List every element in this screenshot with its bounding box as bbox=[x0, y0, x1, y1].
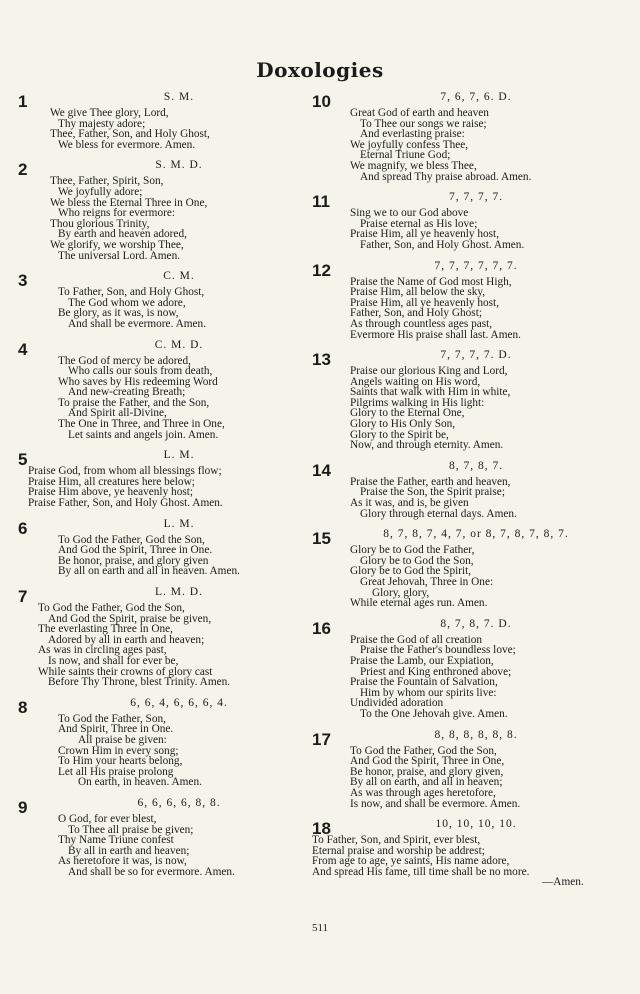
verse-line: We magnify, we bless Thee, bbox=[350, 159, 477, 172]
verse-line: Glory be to God the Father, bbox=[350, 544, 475, 557]
verse-line: Thy Name Triune confest bbox=[58, 834, 174, 847]
verse-line: As heretofore it was, is now, bbox=[58, 855, 187, 868]
doxology-number: 13 bbox=[312, 350, 331, 370]
verse-line: Praise Him, all ye heavenly host, bbox=[350, 228, 500, 241]
verse-line: Who calls our souls from death, bbox=[68, 365, 213, 378]
doxology-number: 3 bbox=[18, 271, 28, 291]
verse-line: Praise Father, Son, and Holy Ghost. Amen. bbox=[28, 497, 223, 510]
verse-line: Praise the Father, earth and heaven, bbox=[350, 475, 511, 488]
verse-text bbox=[18, 603, 300, 688]
verse-line: And shall be so for evermore. Amen. bbox=[68, 865, 235, 878]
verse-line: Praise the Son, the Spirit praise; bbox=[360, 486, 505, 499]
verse-line: Saints that walk with Him in white, bbox=[350, 386, 511, 399]
meter-label: 8, 7, 8, 7, 4, 7, or 8, 7, 8, 7, 8, 7. bbox=[383, 528, 569, 541]
doxology-number: 5 bbox=[18, 450, 28, 470]
meter-label: C. M. bbox=[163, 270, 195, 283]
verse-text bbox=[312, 277, 600, 341]
verse-line: Now, and through eternity. Amen. bbox=[350, 439, 504, 452]
verse-line: Glory be to God the Spirit, bbox=[350, 565, 472, 578]
verse-line: On earth, in heaven. Amen. bbox=[78, 776, 202, 789]
verse-line: While eternal ages run. Amen. bbox=[350, 597, 488, 610]
meter-label: 10, 10, 10, 10. bbox=[435, 818, 517, 831]
verse-text bbox=[312, 746, 600, 810]
doxology-entry bbox=[18, 269, 300, 329]
verse-line: To Father, Son, and Spirit, ever blest, bbox=[312, 834, 481, 847]
doxology-entry bbox=[18, 158, 300, 261]
verse-line: And new-creating Breath; bbox=[68, 386, 186, 399]
verse-line: The One in Three, and Three in One, bbox=[58, 418, 225, 431]
verse-line: And God the Spirit, Three in One. bbox=[58, 544, 213, 557]
verse-line: We bless for evermore. Amen. bbox=[58, 138, 196, 151]
doxology-number: 16 bbox=[312, 618, 331, 638]
verse-text bbox=[18, 287, 300, 329]
verse-text bbox=[18, 814, 300, 878]
doxology-number: 15 bbox=[312, 529, 331, 549]
doxology-entry bbox=[312, 728, 600, 810]
doxology-number: 9 bbox=[18, 797, 28, 817]
verse-line: And everlasting praise: bbox=[360, 128, 465, 141]
doxology-number: 14 bbox=[312, 460, 331, 480]
verse-line: The everlasting Three in One, bbox=[38, 623, 173, 636]
verse-line: Praise the Fountain of Salvation, bbox=[350, 676, 498, 689]
verse-line: As through countless ages past, bbox=[350, 317, 493, 330]
verse-line: Praise the Lamb, our Expiation, bbox=[350, 654, 494, 667]
meter-label: S. M. D. bbox=[155, 159, 203, 172]
verse-line: Let all His praise prolong bbox=[58, 765, 174, 778]
doxology-number: 12 bbox=[312, 260, 331, 280]
verse-line: Crown Him in every song; bbox=[58, 744, 179, 757]
verse-line: We joyfully confess Thee, bbox=[350, 138, 469, 151]
verse-text bbox=[18, 356, 300, 441]
verse-line: Praise the Name of God most High, bbox=[350, 275, 512, 288]
page-number: 511 bbox=[311, 922, 329, 934]
verse-text bbox=[18, 714, 300, 788]
verse-line: Be honor, praise, and glory given bbox=[58, 554, 209, 567]
doxology-number: 7 bbox=[18, 587, 28, 606]
doxology-entry bbox=[312, 259, 600, 341]
verse-line: Great God of earth and heaven bbox=[350, 107, 489, 119]
doxology-entry bbox=[312, 348, 600, 451]
doxology-number: 8 bbox=[18, 697, 28, 717]
meter-label: 6, 6, 6, 6, 8, 8. bbox=[137, 796, 221, 809]
meter-label: 8, 7, 8, 7. bbox=[448, 459, 504, 472]
verse-line: To Thee all praise be given; bbox=[68, 823, 194, 836]
verse-line: Father, Son, and Holy Ghost. Amen. bbox=[360, 238, 525, 251]
meter-label: 7, 6, 7, 6. D. bbox=[440, 91, 512, 103]
verse-line: Eternal praise and worship be addrest; bbox=[312, 844, 485, 857]
verse-line: Glory, glory, bbox=[372, 586, 430, 599]
verse-line: Evermore His praise shall last. Amen. bbox=[350, 328, 521, 341]
verse-line: By earth and heaven adored, bbox=[58, 228, 187, 241]
verse-line: Praise Him, all ye heavenly host, bbox=[350, 296, 500, 309]
verse-line: We glorify, we worship Thee, bbox=[50, 238, 184, 251]
verse-line: Let saints and angels join. Amen. bbox=[68, 428, 219, 441]
verse-line: Who saves by His redeeming Word bbox=[58, 375, 218, 388]
verse-text bbox=[312, 366, 600, 451]
doxology-entry bbox=[312, 459, 600, 519]
doxology-entry bbox=[18, 696, 300, 788]
verse-line: To God the Father, God the Son, bbox=[38, 602, 185, 614]
verse-line: And spread His fame, till time shall be no more. bbox=[312, 865, 530, 878]
verse-line: And Spirit all-Divine, bbox=[68, 407, 167, 420]
left-column bbox=[18, 88, 300, 885]
verse-line: As was in circling ages past, bbox=[38, 644, 167, 657]
verse-text bbox=[312, 635, 600, 720]
doxology-number: 4 bbox=[18, 339, 28, 359]
verse-line: To the One Jehovah give. Amen. bbox=[360, 707, 508, 720]
verse-line: We joyfully adore; bbox=[58, 185, 143, 198]
meter-label: L. M. D. bbox=[155, 586, 203, 598]
verse-text bbox=[312, 477, 600, 519]
verse-line: We bless the Eternal Three in One, bbox=[50, 196, 208, 209]
meter-label: 6, 6, 4, 6, 6, 6, 4. bbox=[130, 696, 228, 709]
verse-line: To God the Father, God the Son, bbox=[58, 533, 205, 546]
verse-line: And Spirit, Three in One. bbox=[58, 723, 174, 736]
verse-line: As was through ages heretofore, bbox=[350, 786, 496, 799]
meter-label: 7, 7, 7, 7, 7, 7. bbox=[434, 259, 518, 272]
verse-line: Eternal Triune God; bbox=[360, 149, 451, 162]
verse-line: Sing we to our God above bbox=[350, 207, 469, 220]
page-title: Doxologies bbox=[256, 58, 384, 82]
doxology-number: 11 bbox=[312, 192, 330, 212]
verse-text bbox=[312, 108, 600, 182]
doxology-number: 18 bbox=[312, 819, 331, 839]
verse-line: And God the Spirit, praise be given, bbox=[48, 612, 212, 625]
verse-line: O God, for ever blest, bbox=[58, 812, 157, 825]
doxology-number: 10 bbox=[312, 92, 331, 111]
verse-line: To God the Father, God the Son, bbox=[350, 744, 497, 757]
verse-line: While saints their crowns of glory cast bbox=[38, 665, 213, 678]
verse-line: To Thee our songs we raise; bbox=[360, 117, 487, 130]
doxology-entry bbox=[312, 90, 600, 182]
verse-line: Glory to His Only Son, bbox=[350, 418, 456, 431]
meter-label: L. M. bbox=[163, 517, 195, 530]
meter-label: 8, 7, 8, 7. D. bbox=[440, 617, 512, 630]
doxology-entry bbox=[312, 817, 600, 888]
meter-label: 7, 7, 7, 7. bbox=[448, 191, 504, 204]
verse-text bbox=[312, 545, 600, 609]
doxology-entry bbox=[18, 448, 300, 508]
meter-label: C. M. D. bbox=[154, 338, 204, 351]
verse-text bbox=[18, 535, 300, 577]
verse-line: To praise the Father, and the Son, bbox=[58, 396, 210, 409]
verse-line: To Father, Son, and Holy Ghost, bbox=[58, 286, 205, 299]
verse-line: Thee, Father, Spirit, Son, bbox=[50, 175, 164, 188]
verse-line: The God whom we adore, bbox=[68, 296, 186, 309]
verse-line: We give Thee glory, Lord, bbox=[50, 107, 169, 119]
meter-label: S. M. bbox=[163, 91, 195, 103]
doxology-number: 17 bbox=[312, 729, 331, 749]
verse-line: Thee, Father, Son, and Holy Ghost, bbox=[50, 128, 210, 141]
doxology-entry bbox=[18, 338, 300, 441]
verse-line: Pilgrims walking in His light: bbox=[350, 396, 485, 409]
verse-line: Undivided adoration bbox=[350, 697, 444, 710]
verse-line: Thy majesty adore; bbox=[58, 117, 146, 130]
verse-line: Great Jehovah, Three in One: bbox=[360, 576, 494, 588]
verse-line: Angels waiting on His word, bbox=[350, 375, 481, 388]
verse-text bbox=[18, 466, 300, 508]
verse-line: Him by whom our spirits live: bbox=[360, 686, 497, 699]
verse-line: The God of mercy be adored, bbox=[58, 354, 191, 367]
meter-label: 7, 7, 7, 7. D. bbox=[440, 349, 512, 362]
verse-line: By all in earth and heaven; bbox=[68, 844, 190, 857]
meter-label: L. M. bbox=[163, 449, 195, 462]
verse-line: From age to age, ye saints, His name adore, bbox=[312, 855, 510, 868]
verse-line: Praise God, from whom all blessings flow; bbox=[28, 465, 222, 478]
verse-line: Praise the Father's boundless love; bbox=[360, 644, 516, 657]
doxology-number: 1 bbox=[18, 92, 28, 111]
verse-line: Be honor, praise, and glory given, bbox=[350, 765, 504, 778]
verse-line: And shall be evermore. Amen. bbox=[68, 317, 207, 330]
verse-line: Praise Him, all below the sky, bbox=[350, 286, 486, 299]
verse-line: By all on earth and all in heaven. Amen. bbox=[58, 565, 240, 578]
verse-line: Who reigns for evermore: bbox=[58, 207, 176, 220]
verse-text bbox=[18, 176, 300, 261]
verse-line: Priest and King enthroned above; bbox=[360, 665, 512, 678]
verse-line: And spread Thy praise abroad. Amen. bbox=[360, 170, 532, 183]
verse-line: Glory to the Spirit be, bbox=[350, 428, 449, 441]
verse-line: To Him your hearts belong, bbox=[58, 755, 183, 768]
verse-line: Praise our glorious King and Lord, bbox=[350, 365, 508, 378]
verse-line: Before Thy Throne, blest Trinity. Amen. bbox=[48, 676, 231, 689]
verse-line: Father, Son, and Holy Ghost; bbox=[350, 307, 482, 320]
verse-line: Praise eternal as His love; bbox=[360, 217, 478, 230]
doxology-number: 6 bbox=[18, 518, 28, 538]
verse-line: Glory through eternal days. Amen. bbox=[360, 507, 517, 520]
verse-line: Is now, and shall for ever be, bbox=[48, 654, 179, 667]
doxology-entry bbox=[18, 90, 300, 150]
verse-line: Adored by all in earth and heaven; bbox=[48, 633, 205, 646]
verse-line: By all on earth, and all in heaven; bbox=[350, 776, 503, 789]
verse-text bbox=[312, 208, 600, 250]
verse-line: To God the Father, Son, bbox=[58, 712, 166, 725]
verse-line: As it was, and is, be given bbox=[350, 497, 469, 510]
verse-line: Praise Him, all creatures here below; bbox=[28, 475, 195, 488]
doxology-entry bbox=[312, 617, 600, 720]
doxology-entry bbox=[312, 527, 600, 609]
verse-line: And God the Spirit, Three in One, bbox=[350, 755, 505, 768]
doxology-entry bbox=[312, 190, 600, 250]
verse-text bbox=[18, 108, 300, 150]
meter-label: 8, 8, 8, 8, 8, 8. bbox=[434, 728, 518, 741]
verse-line: Be glory, as it was, is now, bbox=[58, 307, 179, 320]
doxology-entry bbox=[18, 796, 300, 878]
verse-line: Praise the God of all creation bbox=[350, 633, 483, 646]
verse-line: —Amen. bbox=[542, 876, 584, 889]
doxology-entry bbox=[18, 585, 300, 688]
doxology-entry bbox=[18, 517, 300, 577]
verse-line: All praise be given: bbox=[78, 733, 167, 746]
verse-line: The universal Lord. Amen. bbox=[58, 249, 181, 262]
right-column bbox=[312, 88, 600, 896]
verse-line: Praise Him above, ye heavenly host; bbox=[28, 486, 194, 499]
verse-line: Is now, and shall be evermore. Amen. bbox=[350, 797, 521, 810]
verse-text bbox=[312, 835, 600, 888]
doxology-number: 2 bbox=[18, 160, 28, 180]
verse-line: Thou glorious Trinity, bbox=[50, 217, 150, 230]
verse-line: Glory be to God the Son, bbox=[360, 554, 474, 567]
verse-line: Glory to the Eternal One, bbox=[350, 407, 465, 420]
